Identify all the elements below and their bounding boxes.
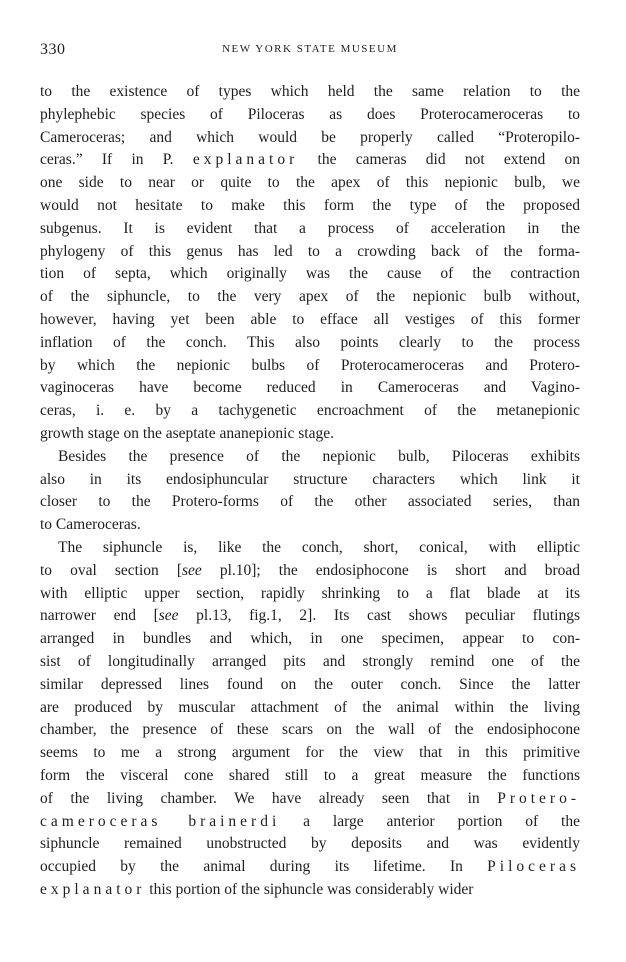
text-line <box>40 856 580 879</box>
text-run: The siphuncle is, like the conch, short, conical, with elliptic <box>58 538 580 556</box>
text-run: chamber, the presence of these scars on the wall of the endosiphocone <box>40 721 580 739</box>
text-run: the cameras did not extend on <box>298 151 580 169</box>
spaced-taxon-name: explanator <box>40 880 146 898</box>
text-line <box>40 195 580 218</box>
page-header <box>40 41 580 61</box>
text-run: arranged in bundles and which, in one specimen, appear to con- <box>40 630 580 648</box>
text-line <box>40 172 580 195</box>
text-line <box>40 674 580 697</box>
text-line <box>40 355 580 378</box>
text-run: siphuncle remained unobstructed by deposits and was evidently <box>40 835 580 853</box>
text-run: tion of septa, which originally was the cause of the contraction <box>40 265 580 283</box>
text-line <box>40 628 580 651</box>
paragraph <box>40 81 580 446</box>
text-line <box>40 742 580 765</box>
text-line <box>40 560 580 583</box>
text-line <box>40 583 580 606</box>
text-run: to oval section [ <box>40 561 182 579</box>
text-run: inflation of the conch. This also points clearly to the process <box>40 333 580 351</box>
text-line <box>40 491 580 514</box>
text-line <box>40 469 580 492</box>
text-line <box>40 697 580 720</box>
text-line <box>40 879 580 902</box>
text-line <box>40 446 580 469</box>
text-run: would not hesitate to make this form the type of the proposed <box>40 196 580 214</box>
text-run: by which the nepionic bulbs of Proterocameroceras and Protero- <box>40 356 580 374</box>
text-run: are produced by muscular attachment of the animal within the living <box>40 698 580 716</box>
text-run: however, having yet been able to efface all vestiges of this former <box>40 310 580 328</box>
text-line <box>40 537 580 560</box>
text-run: to the existence of types which held the same relation to the <box>40 83 580 100</box>
text-line <box>40 765 580 788</box>
text-line <box>40 263 580 286</box>
text-run: of the siphuncle, to the very apex of the nepionic bulb without, <box>40 288 580 306</box>
paragraph <box>40 446 580 537</box>
running-head: NEW YORK STATE MUSEUM <box>222 43 398 55</box>
text-run: of the living chamber. We have already seen that in <box>40 789 498 807</box>
text-run: seems to me a strong argument for the view that in this primitive <box>40 744 580 762</box>
text-run: sist of longitudinally arranged pits and strongly remind one of the <box>40 652 580 670</box>
text-line <box>40 400 580 423</box>
text-line <box>40 332 580 355</box>
italic-text: see <box>158 607 179 625</box>
paragraph <box>40 537 580 902</box>
text-line <box>40 605 580 628</box>
text-line <box>40 218 580 241</box>
text-run: phylogeny of this genus has led to a crowding back of the forma- <box>40 242 580 260</box>
text-line <box>40 286 580 309</box>
text-run: this portion of the siphuncle was considerably wider <box>145 880 474 898</box>
text-line <box>40 651 580 674</box>
text-line <box>40 514 580 537</box>
text-line <box>40 149 580 172</box>
body-text <box>40 81 580 902</box>
spaced-taxon-name: cameroceras brainerdi <box>40 812 281 830</box>
text-line <box>40 81 580 104</box>
text-line <box>40 833 580 856</box>
text-run: subgenus. It is evident that a process of acceleration in the <box>40 219 580 237</box>
text-run: phylephebic species of Piloceras as does Proterocameroceras to <box>40 105 580 123</box>
text-run: Cameroceras; and which would be properly called “Proteropilo- <box>40 128 580 146</box>
italic-text: see <box>181 561 202 579</box>
text-run: ceras.” If in P. <box>40 151 193 169</box>
text-line <box>40 309 580 332</box>
text-line <box>40 423 580 446</box>
text-run: a large anterior portion of the <box>280 812 580 830</box>
text-run: closer to the Protero-forms of the other associated series, than <box>40 493 580 511</box>
text-run: similar depressed lines found on the outer conch. Since the latter <box>40 675 580 693</box>
text-run: to Cameroceras. <box>40 516 141 534</box>
text-run: one side to near or quite to the apex of this nepionic bulb, we <box>40 174 580 192</box>
text-line <box>40 719 580 742</box>
text-run: with elliptic upper section, rapidly shrinking to a flat blade at its <box>40 584 580 602</box>
text-run: occupied by the animal during its lifetime. In <box>40 858 488 876</box>
text-run: vaginoceras have become reduced in Cameroceras and Vagino- <box>40 379 580 397</box>
spaced-taxon-name: Protero- <box>497 789 580 807</box>
text-run: also in its endosiphuncular structure characters which link it <box>40 470 580 488</box>
text-line <box>40 104 580 127</box>
page-number: 330 <box>40 41 66 58</box>
spaced-taxon-name: Piloceras <box>487 858 580 876</box>
text-run: growth stage on the aseptate ananepionic stage. <box>40 424 334 442</box>
text-line <box>40 377 580 400</box>
text-line <box>40 127 580 150</box>
text-run: narrower end [ <box>40 607 159 625</box>
text-run: ceras, i. e. by a tachygenetic encroachment of the metanepionic <box>40 402 580 420</box>
text-line <box>40 811 580 834</box>
text-run: pl.13, fig.1, 2]. Its cast shows peculiar flutings <box>178 607 580 625</box>
text-run: form the visceral cone shared still to a great measure the functions <box>40 766 580 784</box>
text-line <box>40 241 580 264</box>
text-line <box>40 788 580 811</box>
spaced-taxon-name: explanator <box>192 151 299 169</box>
text-run: pl.10]; the endosiphocone is short and broad <box>201 561 580 579</box>
text-run: Besides the presence of the nepionic bulb, Piloceras exhibits <box>58 447 580 465</box>
